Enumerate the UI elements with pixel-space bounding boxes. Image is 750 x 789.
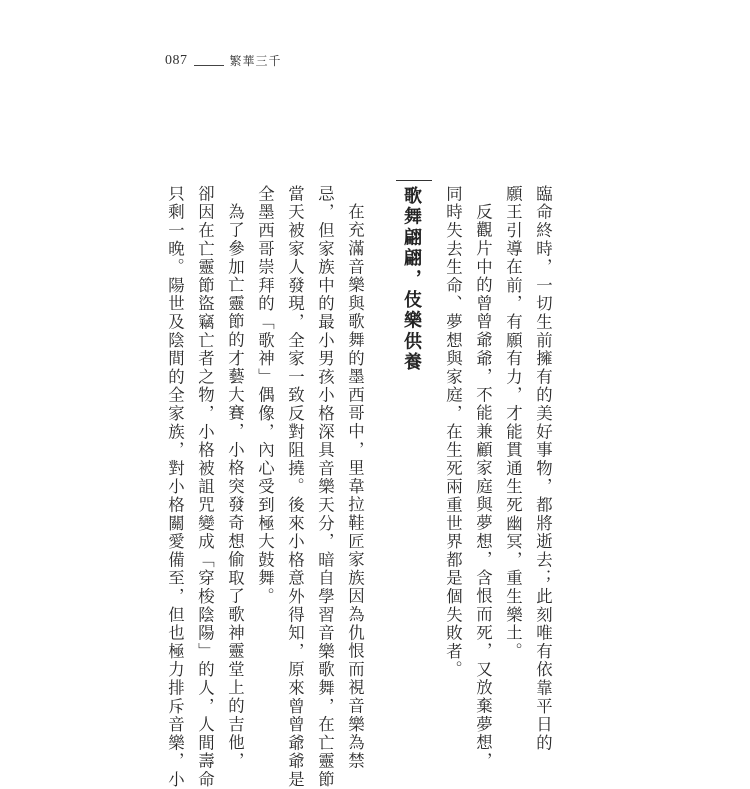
running-header [165, 49, 282, 69]
paragraph-2-line-1: 反觀片中的曾曾爺爺，不能兼顧家庭與夢想，含恨而死，又放棄夢想， [473, 203, 493, 771]
paragraph-1-line-2: 願王引導在前，有願有力，才能貫通生死幽冥，重生樂土。 [503, 185, 523, 661]
header-rule [194, 65, 224, 66]
paragraph-4-line-2: 卻因在亡靈節盜竊亡者之物，小格被詛咒變成「穿梭陰陽」的人，人間壽命 [195, 185, 215, 789]
paragraph-2-line-2: 同時失去生命、夢想與家庭，在生死兩重世界都是個失敗者。 [443, 185, 463, 680]
paragraph-4-line-1: 為了參加亡靈節的才藝大賽，小格突發奇想偷取了歌神靈堂上的吉他， [225, 203, 245, 771]
paragraph-3-line-3: 當天被家人發現，全家一致反對阻撓。後來小格意外得知，原來曾曾爺爺是 [285, 185, 305, 789]
section-title: 歌舞翩翩，伎樂供養 [401, 186, 422, 374]
paragraph-3-line-1: 在充滿音樂與歌舞的墨西哥中，里韋拉鞋匠家族因為仇恨而視音樂為禁 [345, 203, 365, 771]
paragraph-3-line-2: 忌，但家族中的最小男孩小格深具音樂天分，暗自學習音樂歌舞，在亡靈節 [315, 185, 335, 789]
book-title: 繁華三千 [229, 54, 282, 68]
section-title-rule [396, 180, 432, 181]
page-number: 087 [165, 53, 188, 68]
paragraph-1-line-1: 臨命終時，一切生前擁有的美好事物，都將逝去；此刻唯有依靠平日的 [533, 185, 553, 753]
paragraph-4-line-3: 只剩一晚。陽世及陰間的全家族，對小格關愛備至，但也極力排斥音樂，小 [165, 185, 185, 789]
paragraph-3-line-4: 全墨西哥崇拜的「歌神」偶像，內心受到極大鼓舞。 [255, 185, 275, 606]
